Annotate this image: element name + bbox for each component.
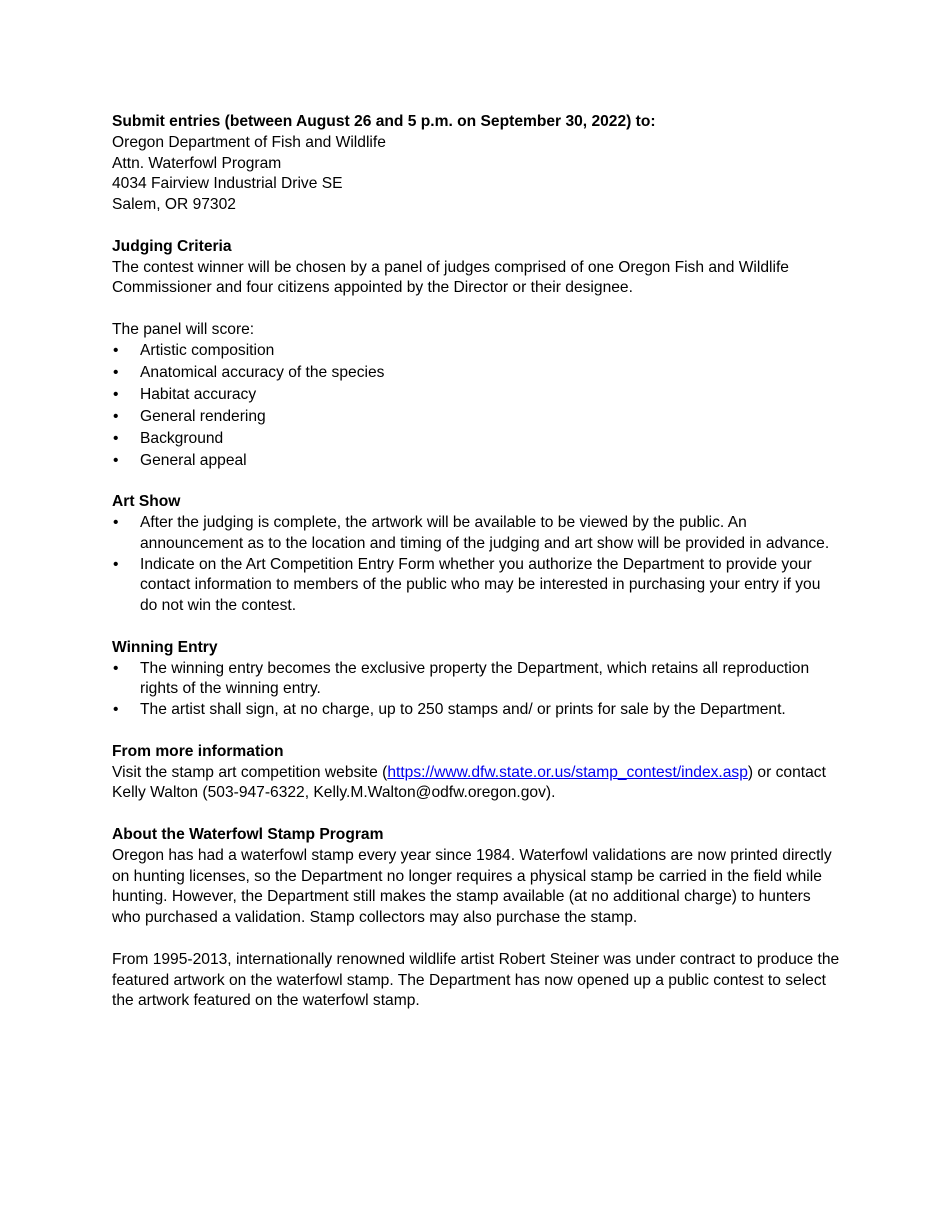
score-section [112, 320, 842, 472]
score-intro: The panel will score: [112, 320, 255, 338]
list-item [112, 363, 842, 384]
submit-heading: Submit entries (between August 26 and 5 p.m. on September 30, 2022) to: [112, 113, 656, 130]
art-show-heading: Art Show [112, 493, 181, 511]
about-section [112, 825, 842, 929]
list-item-text: After the judging is complete, the artwork will be available to be viewed by the public. An announcement as to the location and timing of the judging and art show will be provided in advance. [140, 514, 830, 552]
list-item [112, 385, 842, 406]
bullet-icon: • [113, 451, 119, 469]
more-info-paragraph [112, 763, 842, 805]
list-item-text: The artist shall sign, at no charge, up to 250 stamps and/ or prints for sale by the Department. [140, 701, 786, 719]
address-line: Salem, OR 97302 [112, 196, 236, 214]
list-item-text: Artistic composition [140, 341, 275, 359]
list-item [112, 429, 842, 450]
more-info-text-after: ) or contact Kelly Walton (503-947-6322, Kelly.M.Walton@odfw.oregon.gov). [112, 763, 826, 802]
bullet-icon: • [113, 385, 119, 403]
list-item-text: General appeal [140, 451, 247, 469]
bullet-icon: • [113, 363, 119, 381]
about-paragraph: Oregon has had a waterfowl stamp every year since 1984. Waterfowl validations are now printed directly on hunting licenses, so the Department no longer requires a physical stamp be carried in the field while hunting. However, the Department still makes the stamp available (at no additional charge) to hunters who purchased a validation. Stamp collectors may also purchase the stamp. [112, 846, 832, 927]
address-line: Oregon Department of Fish and Wildlife [112, 133, 386, 151]
list-item-text: Indicate on the Art Competition Entry Form whether you authorize the Department to provide your contact information to members of the public who may be interested in purchasing your entry if you do not win the contest. [140, 555, 821, 615]
judging-paragraph: The contest winner will be chosen by a panel of judges comprised of one Oregon Fish and Wildlife Commissioner and four citizens appointed by the Director or their designee. [112, 258, 789, 297]
about-heading: About the Waterfowl Stamp Program [112, 826, 384, 844]
bullet-icon: • [113, 407, 119, 425]
list-item-text: General rendering [140, 407, 266, 425]
criteria-list [112, 341, 842, 472]
bullet-icon: • [113, 429, 119, 447]
list-item [112, 555, 842, 617]
list-item [112, 700, 842, 721]
history-section [112, 950, 842, 1012]
art-show-list [112, 513, 842, 617]
list-item-text: The winning entry becomes the exclusive property the Department, which retains all reproduction rights of the winning entry. [140, 659, 810, 698]
list-item-text: Habitat accuracy [140, 385, 257, 403]
address-line: Attn. Waterfowl Program [112, 154, 282, 172]
more-info-text-before: Visit the stamp art competition website ( [112, 763, 388, 781]
address-line: 4034 Fairview Industrial Drive SE [112, 175, 343, 193]
bullet-icon: • [113, 701, 119, 719]
judging-section [112, 237, 842, 299]
list-item [112, 407, 842, 428]
history-paragraph: From 1995-2013, internationally renowned wildlife artist Robert Steiner was under contract to produce the featured artwork on the waterfowl stamp. The Department has now opened up a public contest to select the artwork featured on the waterfowl stamp. [112, 950, 840, 1010]
list-item [112, 659, 842, 701]
more-info-heading: From more information [112, 742, 284, 760]
stamp-contest-link[interactable]: https://www.dfw.state.or.us/stamp_contest/index.asp [387, 763, 748, 781]
list-item-text: Anatomical accuracy of the species [140, 363, 385, 381]
submit-section [112, 112, 842, 216]
list-item [112, 513, 842, 555]
more-info-section [112, 742, 842, 804]
winning-heading: Winning Entry [112, 638, 218, 656]
winning-section [112, 638, 842, 721]
bullet-icon: • [113, 514, 119, 532]
winning-list [112, 659, 842, 721]
list-item [112, 451, 842, 472]
bullet-icon: • [113, 555, 119, 573]
bullet-icon: • [113, 341, 119, 359]
bullet-icon: • [113, 659, 119, 677]
document-body [112, 112, 842, 1033]
list-item-text: Background [140, 429, 224, 447]
judging-heading: Judging Criteria [112, 237, 232, 255]
list-item [112, 341, 842, 362]
art-show-section [112, 492, 842, 617]
